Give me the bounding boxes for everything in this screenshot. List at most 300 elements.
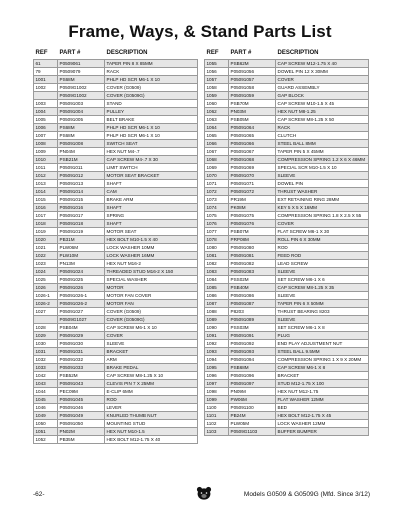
- table-row: [205, 308, 369, 316]
- ref-cell: 1017: [34, 212, 58, 220]
- part-number-cell: PN13M: [58, 260, 105, 268]
- description-cell: SPRING: [105, 212, 198, 220]
- ref-cell: 1084: [205, 276, 229, 284]
- table-row: [34, 212, 198, 220]
- table-row: [34, 236, 198, 244]
- ref-cell: 1060: [205, 100, 229, 108]
- table-row: [205, 284, 369, 292]
- table-row: [205, 76, 369, 84]
- ref-cell: 1077: [205, 228, 229, 236]
- description-cell: PHLP HD SCR M6-1 X 10: [105, 76, 198, 84]
- grizzly-bear-logo-icon: [196, 486, 212, 500]
- table-row: [34, 188, 198, 196]
- part-number-cell: P05091075: [229, 212, 276, 220]
- ref-cell: [34, 316, 58, 324]
- table-row: [205, 300, 369, 308]
- part-number-cell: P05091093: [229, 348, 276, 356]
- description-cell: PHLP HD SCR M6-1 X 10: [105, 132, 198, 140]
- description-cell: SLEEVE: [276, 172, 369, 180]
- table-row: [205, 340, 369, 348]
- ref-cell: 1086: [205, 292, 229, 300]
- part-number-cell: P05091049: [58, 412, 105, 420]
- description-cell: GAP BLOCK: [276, 92, 369, 100]
- part-number-cell: P0509G1002: [58, 84, 105, 92]
- table-row: [34, 244, 198, 252]
- table-row: [34, 324, 198, 332]
- part-number-cell: P05091005: [58, 116, 105, 124]
- ref-cell: 1103: [205, 428, 229, 436]
- ref-cell: 1073: [205, 196, 229, 204]
- ref-cell: 1025: [34, 276, 58, 284]
- ref-cell: 1044: [34, 388, 58, 396]
- ref-cell: 1075: [205, 212, 229, 220]
- description-cell: EXT RETAINING RING 28MM: [276, 196, 369, 204]
- part-number-cell: P05091012: [58, 172, 105, 180]
- table-row: [34, 172, 198, 180]
- description-cell: SHAFT: [105, 204, 198, 212]
- part-number-cell: P05091018: [58, 220, 105, 228]
- ref-cell: 1043: [34, 380, 58, 388]
- ref-cell: 1101: [205, 412, 229, 420]
- model-info: Models G0509 & G0509G (Mfd. Since 3/12): [243, 491, 370, 498]
- table-row: [34, 340, 198, 348]
- ref-cell: 1082: [205, 260, 229, 268]
- description-cell: PHLP HD SCR M6-1 X 10: [105, 124, 198, 132]
- description-cell: TAPER PIN 6 X 50MM: [276, 300, 369, 308]
- table-row: [34, 412, 198, 420]
- part-number-cell: PSB62M: [229, 60, 276, 68]
- description-cell: STEEL BALL 9.5MM: [276, 348, 369, 356]
- table-row: [205, 252, 369, 260]
- description-cell: CAP SCREW M6-1 X 10: [105, 324, 198, 332]
- ref-cell: 1050: [34, 420, 58, 428]
- ref-cell: 1057: [205, 76, 229, 84]
- ref-cell: 1020: [34, 236, 58, 244]
- description-cell: CAP SCREW M10-1.5 X 45: [276, 100, 369, 108]
- description-cell: HEX BOLT M10-1.5 X 40: [105, 236, 198, 244]
- table-row: [205, 172, 369, 180]
- ref-cell: 1031: [34, 348, 58, 356]
- part-number-cell: PRP08M: [229, 236, 276, 244]
- part-number-cell: P05091065: [229, 132, 276, 140]
- part-number-cell: P05091025: [58, 276, 105, 284]
- part-number-cell: P05091059: [229, 92, 276, 100]
- part-number-cell: P05091030: [58, 340, 105, 348]
- description-cell: SPECIAL WASHER: [105, 276, 198, 284]
- ref-cell: 1013: [34, 180, 58, 188]
- table-row: [34, 316, 198, 324]
- description-cell: LIMIT SWITCH: [105, 164, 198, 172]
- ref-cell: 1097: [205, 380, 229, 388]
- description-cell: LOCK WASHER 16MM: [105, 252, 198, 260]
- description-cell: PLUG: [276, 332, 369, 340]
- part-number-cell: P05091082: [229, 260, 276, 268]
- ref-cell: 1028: [34, 324, 58, 332]
- description-cell: STAND: [105, 100, 198, 108]
- description-cell: STUD M12-1.75 X 100: [276, 380, 369, 388]
- description-cell: ROD: [276, 244, 369, 252]
- part-number-cell: PSS02M: [229, 276, 276, 284]
- part-number-cell: P05091087: [229, 300, 276, 308]
- table-row: [34, 68, 198, 76]
- table-row: [34, 132, 198, 140]
- table-row: [34, 404, 198, 412]
- ref-cell: 1096: [205, 372, 229, 380]
- table-row: [34, 116, 198, 124]
- ref-cell: 61: [34, 60, 58, 68]
- ref-cell: 1009: [34, 148, 58, 156]
- table-row: [205, 220, 369, 228]
- description-cell: COMPRESSION SPRING 1 X 9 X 20MM: [276, 356, 369, 364]
- table-row: [205, 348, 369, 356]
- description-cell: CAM: [105, 188, 198, 196]
- ref-cell: 1065: [205, 132, 229, 140]
- table-row: [205, 204, 369, 212]
- description-cell: HEX NUT M12-1.75: [276, 388, 369, 396]
- part-number-cell: P05091057: [229, 76, 276, 84]
- table-row: [34, 372, 198, 380]
- ref-cell: 1021: [34, 244, 58, 252]
- description-header: DESCRIPTION: [277, 50, 319, 56]
- ref-cell: 1092: [205, 340, 229, 348]
- part-number-cell: P05091026-1: [58, 292, 105, 300]
- ref-cell: 1049: [34, 412, 58, 420]
- part-number-cell: P05091076: [229, 220, 276, 228]
- part-number-cell: PSS03M: [229, 324, 276, 332]
- part-number-cell: P05091029: [58, 332, 105, 340]
- part-number-cell: P0509G1027: [58, 316, 105, 324]
- ref-cell: 1094: [205, 356, 229, 364]
- part-number-cell: PLW05M: [229, 420, 276, 428]
- table-row: [34, 300, 198, 308]
- description-cell: LOCK WASHER 10MM: [105, 244, 198, 252]
- description-cell: FLAT WASHER 12MM: [276, 396, 369, 404]
- description-cell: COVER (G0509G): [105, 92, 198, 100]
- ref-cell: 1004: [34, 108, 58, 116]
- part-number-cell: P05091013: [58, 180, 105, 188]
- ref-cell: 1070: [205, 172, 229, 180]
- description-cell: THREADED STUD M16-2 X 150: [105, 268, 198, 276]
- part-number-cell: PLW06M: [58, 244, 105, 252]
- description-cell: MOUNTING STUD: [105, 420, 198, 428]
- part-number-cell: P0509079: [58, 68, 105, 76]
- description-cell: HEX NUT M4-.7: [105, 148, 198, 156]
- ref-cell: 1026-2: [34, 300, 58, 308]
- ref-cell: 1081: [205, 252, 229, 260]
- table-row: [34, 84, 198, 92]
- table-row: [205, 260, 369, 268]
- part-number-cell: P8203: [229, 308, 276, 316]
- part-number-cell: PEC09M: [58, 388, 105, 396]
- ref-cell: 1033: [34, 364, 58, 372]
- ref-cell: 1085: [205, 284, 229, 292]
- description-cell: HEX BOLT M12-1.75 X 45: [276, 412, 369, 420]
- description-cell: CAP SCREW M8-1.25 X 10: [105, 372, 198, 380]
- part-number-cell: P0509G1103: [229, 428, 276, 436]
- ref-cell: 1042: [34, 372, 58, 380]
- table-row: [34, 148, 198, 156]
- ref-cell: 1080: [205, 244, 229, 252]
- ref-cell: 1090: [205, 324, 229, 332]
- ref-cell: 1066: [205, 140, 229, 148]
- ref-cell: 1071: [205, 180, 229, 188]
- ref-cell: 1069: [205, 164, 229, 172]
- part-number-cell: PB35M: [58, 436, 105, 444]
- description-cell: THRUST WASHER: [276, 188, 369, 196]
- part-number-cell: P05091024: [58, 268, 105, 276]
- description-cell: COVER: [105, 332, 198, 340]
- table-row: [205, 268, 369, 276]
- table-header-row: [205, 49, 369, 60]
- table-row: [34, 348, 198, 356]
- part-number-cell: PK08M: [229, 204, 276, 212]
- table-row: [205, 332, 369, 340]
- ref-cell: 1011: [34, 164, 58, 172]
- ref-cell: 1058: [205, 84, 229, 92]
- part-number-cell: P05091016: [58, 204, 105, 212]
- ref-cell: 1100: [205, 404, 229, 412]
- table-row: [205, 420, 369, 428]
- table-row: [34, 292, 198, 300]
- part-number-cell: P05091026: [58, 284, 105, 292]
- table-row: [34, 124, 198, 132]
- table-row: [34, 220, 198, 228]
- part-number-cell: P05091070: [229, 172, 276, 180]
- part-number-cell: PSB70M: [229, 100, 276, 108]
- table-row: [205, 84, 369, 92]
- part-number-cell: P05091004: [58, 108, 105, 116]
- ref-header: REF: [206, 50, 219, 56]
- part-number-cell: P05091032: [58, 356, 105, 364]
- table-row: [205, 116, 369, 124]
- description-cell: BRAKE ARM: [105, 196, 198, 204]
- description-cell: CAP SCREW M4-.7 X 30: [105, 156, 198, 164]
- table-row: [34, 420, 198, 428]
- description-header: DESCRIPTION: [106, 50, 148, 56]
- part-number-cell: PSB21M: [58, 156, 105, 164]
- description-cell: SLEEVE: [276, 316, 369, 324]
- table-row: [205, 124, 369, 132]
- part-number-cell: PSB05M: [229, 116, 276, 124]
- table-row: [205, 148, 369, 156]
- description-cell: SLEEVE: [276, 292, 369, 300]
- description-cell: COVER: [276, 220, 369, 228]
- part-number-cell: P05091019: [58, 228, 105, 236]
- ref-cell: 1018: [34, 220, 58, 228]
- part-number-cell: P05091097: [229, 380, 276, 388]
- part-number-cell: PSB07M: [229, 228, 276, 236]
- description-cell: SET SCREW M6-1 X 6: [276, 276, 369, 284]
- table-row: [34, 76, 198, 84]
- description-cell: E-CLIP 6MM: [105, 388, 198, 396]
- ref-cell: 1068: [205, 156, 229, 164]
- table-row: [205, 196, 369, 204]
- ref-cell: 1016: [34, 204, 58, 212]
- page-number: -62-: [33, 491, 45, 498]
- table-row: [205, 292, 369, 300]
- ref-cell: 1088: [205, 308, 229, 316]
- ref-cell: 1095: [205, 364, 229, 372]
- description-cell: PULLEY: [105, 108, 198, 116]
- description-cell: HEX NUT M10-1.5: [105, 428, 198, 436]
- part-number-cell: P05091045: [58, 396, 105, 404]
- ref-cell: 1099: [205, 396, 229, 404]
- description-cell: BRAKE PEDAL: [105, 364, 198, 372]
- description-cell: SPECIAL SCR M10-1.5 X 10: [276, 164, 369, 172]
- table-row: [34, 100, 198, 108]
- part-number-cell: P05091050: [58, 420, 105, 428]
- table-row: [34, 108, 198, 116]
- ref-cell: 1093: [205, 348, 229, 356]
- part-number-cell: P0509G1002: [58, 92, 105, 100]
- ref-cell: 1067: [205, 148, 229, 156]
- part-number-cell: P05091100: [229, 404, 276, 412]
- table-row: [205, 412, 369, 420]
- table-row: [205, 324, 369, 332]
- table-row: [34, 260, 198, 268]
- description-cell: RACK: [276, 124, 369, 132]
- description-cell: SET SCREW M6-1 X 8: [276, 324, 369, 332]
- description-cell: ROD: [105, 396, 198, 404]
- part-number-cell: P05091067: [229, 148, 276, 156]
- table-row: [205, 236, 369, 244]
- table-row: [205, 276, 369, 284]
- table-row: [34, 180, 198, 188]
- part-number-cell: P05091072: [229, 188, 276, 196]
- table-row: [34, 276, 198, 284]
- ref-cell: 1032: [34, 356, 58, 364]
- ref-cell: 1076: [205, 220, 229, 228]
- ref-cell: 1012: [34, 172, 58, 180]
- part-number-cell: P05091056: [229, 68, 276, 76]
- part-number-cell: P05091089: [229, 316, 276, 324]
- part-number-cell: P05091015: [58, 196, 105, 204]
- description-cell: BELT BRAKE: [105, 116, 198, 124]
- part-number-cell: P05091080: [229, 244, 276, 252]
- part-number-cell: P05091096: [229, 372, 276, 380]
- ref-cell: 1083: [205, 268, 229, 276]
- ref-header: REF: [35, 50, 48, 56]
- ref-cell: 1078: [205, 236, 229, 244]
- table-row: [34, 204, 198, 212]
- description-cell: CAP SCREW M8-1.25 X 50: [276, 116, 369, 124]
- table-row: [34, 252, 198, 260]
- description-cell: COVER: [276, 76, 369, 84]
- ref-cell: [34, 92, 58, 100]
- ref-cell: 1074: [205, 204, 229, 212]
- part-number-cell: PB24M: [229, 412, 276, 420]
- table-row: [205, 396, 369, 404]
- part-number-cell: PLW10M: [58, 252, 105, 260]
- part-number-cell: P05091026-2: [58, 300, 105, 308]
- description-cell: FEED ROD: [276, 252, 369, 260]
- table-row: [205, 404, 369, 412]
- description-cell: END PLAY ADJUSTMENT NUT: [276, 340, 369, 348]
- table-row: [34, 164, 198, 172]
- page-title: Frame, Ways, & Stand Parts List: [68, 22, 332, 41]
- ref-cell: 1027: [34, 308, 58, 316]
- ref-cell: 1005: [34, 116, 58, 124]
- part-number-cell: PSB52M: [58, 372, 105, 380]
- part-number-cell: PN02M: [58, 428, 105, 436]
- description-cell: COMPRESSION SPRING 1.2 X 6 X 46MM: [276, 156, 369, 164]
- table-row: [205, 188, 369, 196]
- ref-cell: 1051: [34, 428, 58, 436]
- table-row: [205, 228, 369, 236]
- ref-cell: 1002: [34, 84, 58, 92]
- description-cell: SHAFT: [105, 220, 198, 228]
- description-cell: LEVER: [105, 404, 198, 412]
- description-cell: CAP SCREW M8-1.25 X 35: [276, 284, 369, 292]
- description-cell: DOWEL PIN: [276, 180, 369, 188]
- ref-cell: 1006: [34, 124, 58, 132]
- description-cell: CAP SCREW M12-1.75 X 40: [276, 60, 369, 68]
- part-number-cell: P05091058: [229, 84, 276, 92]
- part-number-cell: P05091017: [58, 212, 105, 220]
- table-row: [34, 308, 198, 316]
- part-number-cell: P05091046: [58, 404, 105, 412]
- table-row: [205, 244, 369, 252]
- table-row: [205, 372, 369, 380]
- ref-cell: 1087: [205, 300, 229, 308]
- part-number-cell: PS68M: [58, 76, 105, 84]
- table-row: [205, 132, 369, 140]
- ref-cell: 1010: [34, 156, 58, 164]
- part-number-cell: P05091011: [58, 164, 105, 172]
- description-cell: ARM: [105, 356, 198, 364]
- part-header: PART #: [59, 50, 81, 56]
- description-cell: HEX BOLT M12-1.75 X 40: [105, 436, 198, 444]
- part-number-cell: P05091031: [58, 348, 105, 356]
- part-number-cell: P0509061: [58, 60, 105, 68]
- description-cell: CAP SCREW M6-1 X 8: [276, 364, 369, 372]
- part-number-cell: PS68M: [58, 132, 105, 140]
- description-cell: CLUTCH: [276, 132, 369, 140]
- description-cell: MOTOR: [105, 284, 198, 292]
- part-number-cell: P05091091: [229, 332, 276, 340]
- ref-cell: 1064: [205, 124, 229, 132]
- table-row: [205, 356, 369, 364]
- part-number-cell: P05091068: [229, 156, 276, 164]
- ref-cell: 1056: [205, 68, 229, 76]
- table-row: [34, 228, 198, 236]
- ref-cell: 1072: [205, 188, 229, 196]
- description-cell: TAPER PIN 8 X 85MM: [105, 60, 198, 68]
- part-number-cell: P05091083: [229, 268, 276, 276]
- table-row: [34, 396, 198, 404]
- ref-cell: 1045: [34, 396, 58, 404]
- part-number-cell: P05091043: [58, 380, 105, 388]
- table-row: [34, 140, 198, 148]
- description-cell: HEX NUT M16-2: [105, 260, 198, 268]
- ref-cell: 79: [34, 68, 58, 76]
- ref-cell: 1030: [34, 340, 58, 348]
- table-row: [34, 196, 198, 204]
- table-row: [205, 156, 369, 164]
- part-header: PART #: [230, 50, 252, 56]
- description-cell: SWITCH SEAT: [105, 140, 198, 148]
- description-cell: ROLL PIN 6 X 30MM: [276, 236, 369, 244]
- table-row: [34, 356, 198, 364]
- table-row: [34, 60, 198, 68]
- table-row: [205, 316, 369, 324]
- table-row: [34, 428, 198, 436]
- description-cell: THRUST BEARING 8203: [276, 308, 369, 316]
- ref-cell: 1029: [34, 332, 58, 340]
- table-row: [34, 332, 198, 340]
- description-cell: MOTOR FAN: [105, 300, 198, 308]
- ref-cell: 1063: [205, 116, 229, 124]
